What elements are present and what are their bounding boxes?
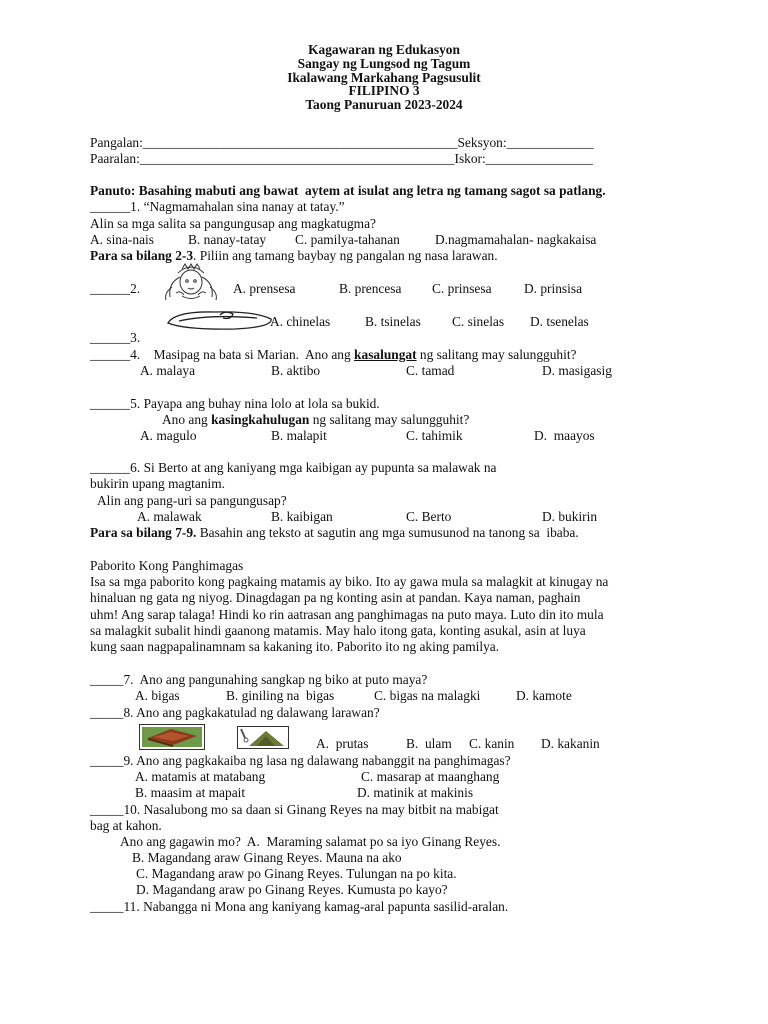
q3-choice-b: B. tsinelas bbox=[365, 314, 421, 329]
q8-stem: _____8. Ano ang pagkakatulad ng dalawang larawan? bbox=[90, 705, 380, 720]
school-field: Paaralan:_______________________________________________Iskor:________________ bbox=[90, 151, 593, 166]
q9-choice-c: C. masarap at maanghang bbox=[361, 769, 500, 784]
q6-question: Alin ang pang-uri sa pangungusap? bbox=[97, 493, 287, 508]
q8-choice-c: C. kanin bbox=[469, 736, 515, 751]
q9-choice-a: A. matamis at matabang bbox=[135, 769, 266, 784]
q6-choice-a: A. malawak bbox=[137, 509, 202, 524]
q3-choice-a: A. chinelas bbox=[270, 314, 331, 329]
q7-choice-a: A. bigas bbox=[135, 688, 180, 703]
q10-choice-b: B. Magandang araw Ginang Reyes. Mauna na ako bbox=[132, 850, 402, 865]
q8-choice-a: A. prutas bbox=[316, 736, 369, 751]
passage-line: Isa sa mga paborito kong pagkaing matamis ay biko. Ito ay gawa mula sa malagkit at kinugay na bbox=[90, 574, 609, 589]
q6-choice-c: C. Berto bbox=[406, 509, 452, 524]
q5-choice-c: C. tahimik bbox=[406, 428, 463, 443]
q4-stem-post: ng salitang may salungguhit? bbox=[416, 347, 577, 362]
q11-stem: _____11. Nabangga ni Mona ang kaniyang kamag-aral papunta sasilid-aralan. bbox=[90, 899, 509, 914]
q10-question: Ano ang gagawin mo? A. Maraming salamat po sa iyo Ginang Reyes. bbox=[120, 834, 501, 849]
q6-stem-2: bukirin upang magtanim. bbox=[90, 476, 225, 491]
q5-question-pre: Ano ang bbox=[162, 412, 212, 427]
q1-choice-d: D.nagmamahalan- nagkakaisa bbox=[435, 232, 597, 247]
q1-choice-b: B. nanay-tatay bbox=[188, 232, 267, 247]
q4-keyword: kasalungat bbox=[354, 347, 417, 362]
q9-choice-d: D. matinik at makinis bbox=[357, 785, 474, 800]
q6-choice-b: B. kaibigan bbox=[271, 509, 333, 524]
q3-choice-d: D. tsenelas bbox=[530, 314, 589, 329]
q9-stem: _____9. Ano ang pagkakaiba ng lasa ng dalawang nabanggit na panghimagas? bbox=[90, 753, 511, 768]
q4-choice-d: D. masigasig bbox=[542, 363, 612, 378]
q4-stem-pre: ______4. Masipag na bata si Marian. Ano ang bbox=[90, 347, 355, 362]
q7-stem: _____7. Ano ang pangunahing sangkap ng biko at puto maya? bbox=[90, 672, 428, 687]
q2-choice-c: C. prinsesa bbox=[432, 281, 492, 296]
instruction-2-3 bbox=[90, 248, 498, 264]
q3-choice-c: C. sinelas bbox=[452, 314, 505, 329]
header-line-3: Ikalawang Markahang Pagsusulit bbox=[287, 70, 481, 85]
directions: Panuto: Basahing mabuti ang bawat aytem at isulat ang letra ng tamang sagot sa patlang. bbox=[90, 183, 606, 198]
q1-question: Alin sa mga salita sa pangungusap ang magkatugma? bbox=[90, 216, 376, 231]
q4-choice-b: B. aktibo bbox=[271, 363, 321, 378]
header-line-5: Taong Panuruan 2023-2024 bbox=[305, 97, 463, 112]
q6-stem: ______6. Si Berto at ang kaniyang mga kaibigan ay pupunta sa malawak na bbox=[90, 460, 497, 475]
q10-stem: _____10. Nasalubong mo sa daan si Ginang Reyes na may bitbit na mabigat bbox=[90, 802, 499, 817]
instruction-7-9-text: Basahin ang teksto at sagutin ang mga sumusunod na tanong sa ibaba. bbox=[196, 525, 579, 540]
header-line-2: Sangay ng Lungsod ng Tagum bbox=[297, 56, 471, 71]
instruction-2-3-text: . Piliin ang tamang baybay ng pangalan ng nasa larawan. bbox=[193, 248, 498, 263]
q5-question-post: ng salitang may salungguhit? bbox=[309, 412, 470, 427]
q5-choice-a: A. magulo bbox=[140, 428, 197, 443]
q9-choice-b: B. maasim at mapait bbox=[135, 785, 246, 800]
q5-keyword: kasingkahulugan bbox=[211, 412, 310, 427]
princess-image bbox=[158, 263, 224, 301]
header-line-4: FILIPINO 3 bbox=[348, 83, 420, 98]
q10-choice-c: C. Magandang araw po Ginang Reyes. Tulungan na po kita. bbox=[136, 866, 457, 881]
header-line-1: Kagawaran ng Edukasyon bbox=[308, 42, 460, 57]
q4-stem bbox=[90, 347, 576, 363]
q7-choice-d: D. kamote bbox=[516, 688, 572, 703]
q8-choice-d: D. kakanin bbox=[541, 736, 600, 751]
instruction-7-9-label: Para sa bilang 7-9. bbox=[90, 525, 197, 540]
passage-line: sa malagkit subalit hindi gaanong matamis. May halo itong gata, konting asukal, asin at luya bbox=[90, 623, 586, 638]
q2-choice-d: D. prinsisa bbox=[524, 281, 583, 296]
q1-choice-a: A. sina-nais bbox=[90, 232, 154, 247]
passage-line: kung saan nagpapalinamnam sa kakaning ito. Paborito ito ng aking pamilya. bbox=[90, 639, 500, 654]
q7-choice-b: B. giniling na bigas bbox=[226, 688, 335, 703]
q2-choice-a: A. prensesa bbox=[233, 281, 296, 296]
name-field: Pangalan:_______________________________________________Seksyon:_____________ bbox=[90, 135, 594, 150]
q1-choice-c: C. pamilya-tahanan bbox=[295, 232, 400, 247]
instruction-2-3-label: Para sa bilang 2-3 bbox=[90, 248, 194, 263]
q5-choice-b: B. malapit bbox=[271, 428, 327, 443]
q7-choice-c: C. bigas na malagki bbox=[374, 688, 481, 703]
q8-choice-b: B. ulam bbox=[406, 736, 452, 751]
q5-stem: ______5. Payapa ang buhay nina lolo at lola sa bukid. bbox=[90, 396, 380, 411]
biko-image bbox=[139, 724, 205, 750]
q4-choice-a: A. malaya bbox=[140, 363, 196, 378]
q1-stem: ______1. “Nagmamahalan sina nanay at tatay.” bbox=[90, 199, 345, 214]
passage-title: Paborito Kong Panghimagas bbox=[90, 558, 244, 573]
q10-stem-2: bag at kahon. bbox=[90, 818, 162, 833]
q5-choice-d: D. maayos bbox=[534, 428, 595, 443]
q4-choice-c: C. tamad bbox=[406, 363, 455, 378]
passage-line: uhm! Ang sarap talaga! Hindi ko rin aatrasan ang panghimagas na puto maya. Luto din ito mula bbox=[90, 607, 604, 622]
q5-question bbox=[162, 412, 469, 428]
q2-choice-b: B. prencesa bbox=[339, 281, 402, 296]
instruction-7-9 bbox=[90, 525, 579, 541]
q10-choice-d: D. Magandang araw po Ginang Reyes. Kumusta po kayo? bbox=[136, 882, 448, 897]
q2-blank: ______2. bbox=[90, 281, 141, 296]
q3-blank: ______3. bbox=[90, 330, 141, 345]
q6-choice-d: D. bukirin bbox=[542, 509, 598, 524]
slipper-image bbox=[165, 306, 277, 332]
passage-line: hinaluan ng gata ng niyog. Dinagdagan pa ng konting asin at pandan. Kaya naman, paghain bbox=[90, 590, 581, 605]
puto-maya-image bbox=[237, 726, 289, 749]
